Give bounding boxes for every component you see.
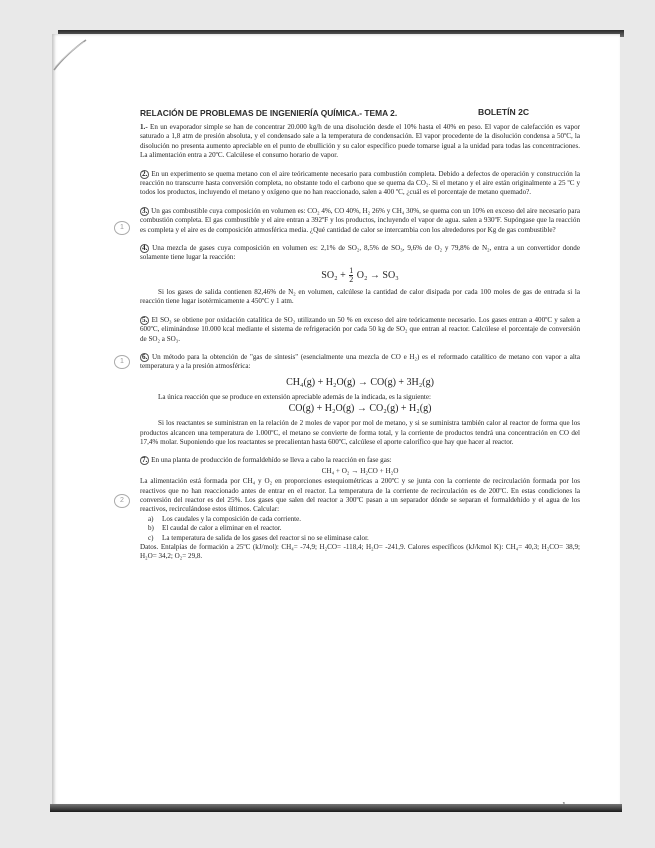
problem-number: 5.: [142, 315, 148, 324]
problem-text: Un gas combustible cuya composición en volumen es: CO₂ 4%, CO 40%, H₂ 26% y CH₄ 30%, se quema con un 10% en exceso del aire necesario para combustión completa. El gas combustible y el aire entran a 392ºF y los productos, incluyendo el vapor de agua. salen a 930ºF. Supóngase que la reacción es completa y el aire es de composición atmosférica media. ¿Qué cantidad de calor se intercambia con los alrededores por Kg de gas combustible?: [140, 206, 580, 234]
handwritten-margin-mark: 2: [114, 494, 130, 508]
list-item-text: El caudal de calor a eliminar en el reactor.: [162, 524, 282, 533]
problem-text-continued: Si los gases de salida contienen 82,46% de N₂ en volumen, calcúlese la cantidad de calor disipada por cada 100 moles de gas de entrada si la reacción tiene lugar isotérmicamente a 450ºC y 1 atm.: [140, 287, 580, 306]
list-item-label: c): [148, 533, 154, 542]
problem-text: Un método para la obtención de "gas de síntesis" (esencialmente una mezcla de CO e H₂) es el reformado catalítico de metano con vapor a alta temperatura y a la presión atmosférica:: [140, 352, 580, 371]
reaction-equation: [140, 267, 580, 284]
document-title: RELACIÓN DE PROBLEMAS DE INGENIERÍA QUÍMICA.- TEMA 2.: [140, 108, 398, 118]
boletin-label: BOLETÍN 2C: [478, 107, 530, 117]
list-item-label: a): [148, 514, 154, 523]
problem-1: [140, 123, 580, 161]
problem-number: 3.: [142, 206, 148, 215]
problem-text: En un evaporador simple se han de concentrar 20.000 kg/h de una disolución desde el 10% hasta el 40% en peso. El vapor de calefacción es vapor saturado a 1,8 atm de presión absoluta, y el condensado sale a la temperatura de condensación. El vapor procedente de la disolución condensa a 50ºC, la disolución no presenta aumento apreciable en el punto de ebullición y su calor específico puede tomarse igual a la unidad para todas las concentraciones. La alimentación entra a 20ºC. Calcúlese el consumo horario de vapor.: [140, 123, 580, 160]
subquestion-list: [140, 515, 580, 543]
problem-number: 7.: [142, 456, 148, 465]
list-item: [140, 515, 580, 524]
problem-text: En una planta de producción de formaldehído se lleva a cabo la reacción en fase gas:: [151, 456, 392, 465]
problem-2: [140, 170, 580, 198]
problem-number: 2.: [142, 169, 148, 178]
problem-7: [120, 456, 580, 561]
problem-number: 4.: [142, 244, 148, 253]
fraction-numerator: 1: [349, 265, 354, 275]
problem-text-mid: La única reacción que se produce en extensión apreciable además de la indicada, es la siguiente:: [158, 392, 431, 401]
problem-text: Una mezcla de gases cuya composición en volumen es: 2,1% de SO₂, 8,5% de SO₃, 9,6% de O₂ y 79,8% de N₂, entra a un convertidor donde solamente tiene lugar la reacción:: [140, 244, 580, 262]
document-page: [52, 34, 620, 806]
problem-number: 1.-: [140, 123, 148, 131]
problem-3: [120, 206, 580, 235]
problem-number: 6.: [142, 352, 148, 361]
list-item: [140, 524, 580, 533]
reaction-equation-2: CO(g) + H₂O(g) → CO₂(g) + H₂(g): [288, 403, 432, 415]
problem-text: El SO₃ se obtiene por oxidación catalítica de SO₂ utilizando un 50 % en exceso del aire teóricamente necesario. Los gases entran a 400ºC y salen a 600ºC, eliminándose 10.000 kcal mediante el sistema de refrigeración por cada 50 kg de SO₂ que entran al reactor. Calcúlese el porcentaje de conversión de SO₂ a SO₃.: [140, 315, 580, 343]
document-header: [140, 109, 580, 123]
list-item-text: La temperatura de salida de los gases del reactor si no se eliminase calor.: [162, 533, 369, 542]
corner-fold-mark: [52, 34, 92, 74]
handwritten-margin-mark: 1: [114, 221, 130, 235]
problem-text: En un experimento se quema metano con el aire teóricamente necesario para combustión completa. Debido a defectos de operación y construcción la reacción no transcurre hasta conversión completa, no obstante todo el carbono que se quema da CO₂. Si el metano y el aire están originalmente a 25 ºC y todos los productos, incluyendo el metano y oxígeno que no han reaccionado, salen a 400 ºC, ¿cuál es el porcentaje de metano quemado?.: [140, 169, 580, 197]
scan-shadow-bottom: [50, 804, 622, 812]
handwritten-margin-mark: 1: [114, 355, 130, 369]
list-item-label: b): [148, 524, 154, 533]
problem-6: [120, 352, 580, 447]
reaction-equation-1: CH₄(g) + H₂O(g) → CO(g) + 3H₂(g): [286, 376, 434, 388]
equation-left: SO₂ +: [321, 269, 346, 281]
problem-5: [140, 316, 580, 344]
document-content: [120, 107, 580, 571]
data-note: Datos. Entalpías de formación a 25ºC (kJ/mol): CH₄= -74,9; H₂CO= -118,4; H₂O= -241,9. Calores específicos (kJ/kmol K): CH₄= 40,3; H₂CO= 38,9; H₂O= 34,2; O₂= 29,8.: [140, 543, 580, 561]
problem-text-continued: Si los reactantes se suministran en la relación de 2 moles de vapor por mol de metano, y si se suministra también calor al reactor de forma que los productos alcancen una temperatura de 1.000ºC, el metano se convierte de forma total, y la corriente de productos tendrá una concentración en CO del 17,4% molar. Suponiendo que los reactantes se precalientan hasta 600ºC, calcúlese el aporte calorífico que hay que hacer al reactor.: [140, 419, 580, 446]
reaction-equation: CH₄ + O₂ → H₂CO + H₂O: [321, 466, 399, 475]
equation-right: O₂ → SO₃: [356, 269, 399, 281]
list-item: [140, 534, 580, 543]
problem-text-continued: La alimentación está formada por CH₄ y O₂ en proporciones estequiométricas a 200ºC y se junta con la corriente de recirculación formada por los reactivos que no han reaccionado antes de entrar en el reactor. La temperatura de la corriente de recirculación es de 200ºC. En estas condiciones la conversión del reactor es del 25%. Los gases que salen del reactor a 300ºC pasan a un separador dónde se separan el formaldehído y el agua de los reactivos, recirculándose estos últimos. Calcular:: [140, 477, 580, 514]
list-item-text: Los caudales y la composición de cada corriente.: [162, 514, 302, 523]
fraction-denominator: 2: [349, 274, 354, 284]
fraction: [349, 267, 353, 284]
problem-4: [140, 244, 580, 307]
